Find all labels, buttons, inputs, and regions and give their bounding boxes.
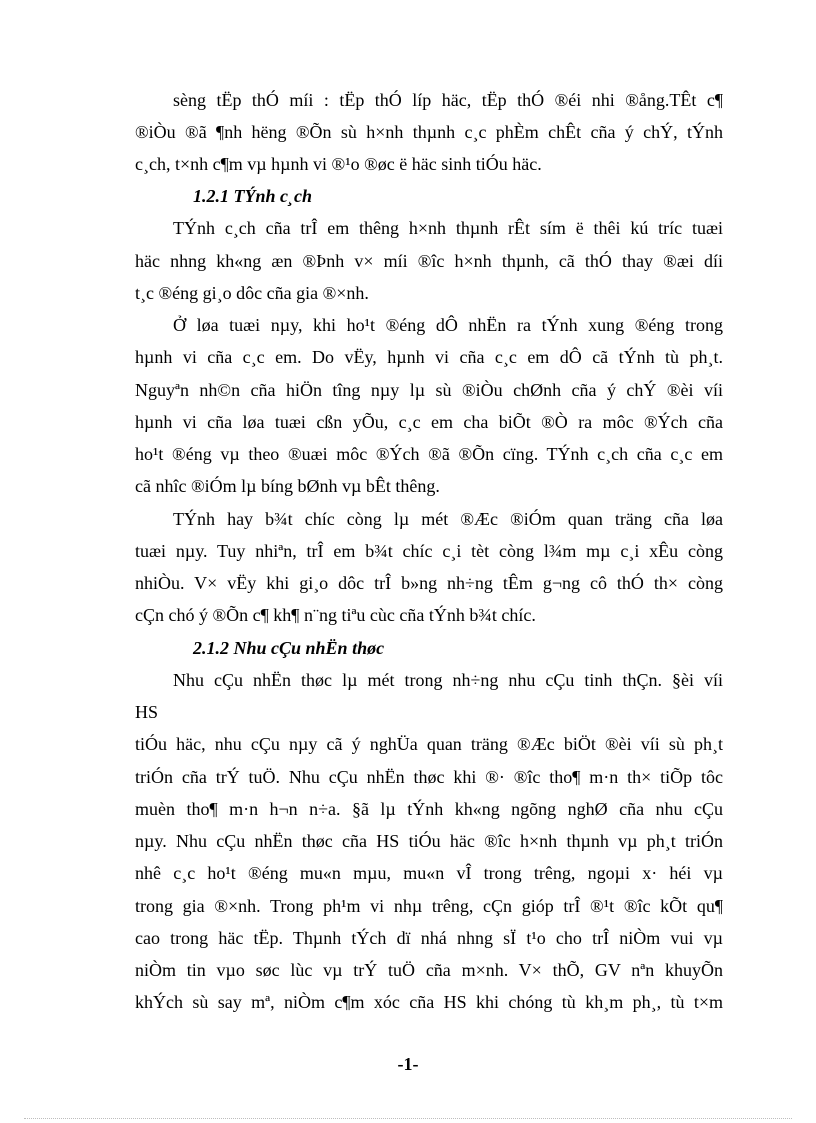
paragraph-line: nhiÒu. V× vËy khi gi¸o dôc trÎ b»ng nh÷ng tÊm g¬ng cô thÓ th× còng: [135, 573, 723, 593]
section-heading: 2.1.2 Nhu cÇu nhËn thøc: [193, 638, 385, 658]
paragraph-line: HS: [135, 702, 159, 722]
paragraph-line: khÝch sù say mª, niÒm c¶m xóc cña HS khi chóng tù kh¸m ph¸, tù t×m: [135, 992, 723, 1012]
paragraph-line: ®iÒu ®ã ¶nh hëng ®Õn sù h×nh thµnh c¸c phÈm chÊt cña ý chÝ, tÝnh: [135, 122, 723, 142]
paragraph-line: tiÓu häc, nhu cÇu nµy cã ý nghÜa quan träng ®Æc biÖt ®èi víi sù ph¸t: [135, 734, 723, 754]
paragraph-line: cã nhîc ®iÓm lµ bíng bØnh vµ bÊt thêng.: [135, 476, 440, 496]
paragraph-line: hµnh vi cña løa tuæi cßn yÕu, c¸c em cha biÕt ®Ò ra môc ®Ých cña: [135, 412, 723, 432]
paragraph-line: nhê c¸c ho¹t ®éng mu«n mµu, mu«n vÎ trong trêng, ngoµi x· héi vµ: [135, 863, 723, 883]
paragraph-line: nµy. Nhu cÇu nhËn thøc cña HS tiÓu häc ®îc h×nh thµnh vµ ph¸t triÓn: [135, 831, 723, 851]
paragraph-line: Nhu cÇu nhËn thøc lµ mét trong nh÷ng nhu cÇu tinh thÇn. §èi víi: [173, 670, 723, 690]
paragraph-line: t¸c ®éng gi¸o dôc cña gia ®×nh.: [135, 283, 369, 303]
paragraph-line: Ở løa tuæi nµy, khi ho¹t ®éng dÔ nhËn ra tÝnh xung ®éng trong: [173, 315, 723, 335]
paragraph-line: Nguyªn nh©n cña hiÖn tîng nµy lµ sù ®iÒu chØnh cña ý chÝ ®èi víi: [135, 380, 723, 400]
paragraph-line: tuæi nµy. Tuy nhiªn, trÎ em b¾t chíc c¸i tèt còng l¾m mµ c¸i xÊu còng: [135, 541, 723, 561]
paragraph-line: niÒm tin vµo søc lùc vµ trÝ tuÖ cña m×nh. V× thÕ, GV nªn khuyÕn: [135, 960, 723, 980]
paragraph-line: muèn tho¶ m·n h¬n n÷a. §ã lµ tÝnh kh«ng ngõng nghØ cña nhu cÇu: [135, 799, 723, 819]
paragraph-line: TÝnh hay b¾t chíc còng lµ mét ®Æc ®iÓm quan träng cña løa: [173, 509, 723, 529]
paragraph-line: ho¹t ®éng vµ theo ®uæi môc ®Ých ®ã ®Õn cïng. TÝnh c¸ch cña c¸c em: [135, 444, 723, 464]
paragraph-line: cÇn chó ý ®Õn c¶ kh¶ n¨ng tiªu cùc cña tÝnh b¾t chíc.: [135, 605, 536, 625]
paragraph-line: trong gia ®×nh. Trong ph¹m vi nhµ trêng, cÇn gióp trÎ ®¹t ®îc kÕt qu¶: [135, 896, 723, 916]
page-number: -1-: [397, 1054, 419, 1074]
paragraph-line: hµnh vi cña c¸c em. Do vËy, hµnh vi cña c¸c em dÔ cã tÝnh tù ph¸t.: [135, 347, 723, 367]
paragraph-line: TÝnh c¸ch cña trÎ em thêng h×nh thµnh rÊt sím ë thêi kú tríc tuæi: [173, 218, 723, 238]
paragraph-line: c¸ch, t×nh c¶m vµ hµnh vi ®¹o ®øc ë häc sinh tiÓu häc.: [135, 154, 542, 174]
section-heading: 1.2.1 TÝnh c¸ch: [193, 186, 312, 206]
page-bottom-divider: [24, 1118, 792, 1119]
paragraph-line: cao trong häc tËp. Thµnh tÝch dï nhá nhng sÏ t¹o cho trÎ niÒm vui vµ: [135, 928, 723, 948]
paragraph-line: sèng tËp thÓ míi : tËp thÓ líp häc, tËp thÓ ®éi nhi ®ång.TÊt c¶: [173, 90, 723, 110]
paragraph-line: häc nhng kh«ng æn ®Þnh v× míi ®îc h×nh thµnh, cã thÓ thay ®æi díi: [135, 251, 723, 271]
paragraph-line: triÓn cña trÝ tuÖ. Nhu cÇu nhËn thøc khi ®· ®îc tho¶ m·n th× tiÕp tôc: [135, 767, 723, 787]
